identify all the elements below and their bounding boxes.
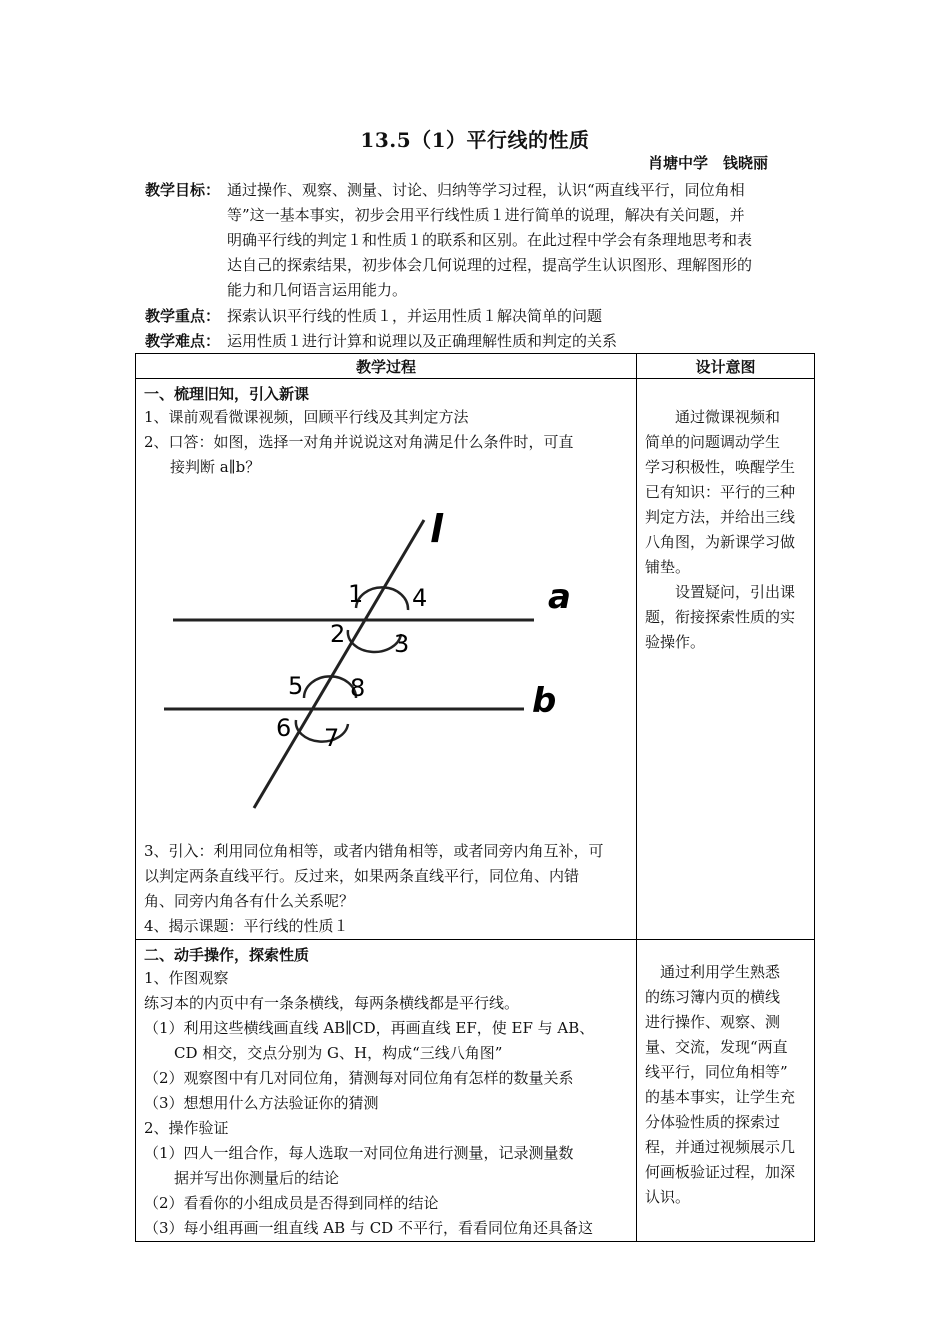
list-item: CD 相交，交点分别为 G、H，构成“三线八角图” bbox=[174, 1044, 503, 1062]
angle-label-1: 1 bbox=[348, 580, 364, 608]
list-item: （1）利用这些横线画直线 AB∥CD，再画直线 EF，使 EF 与 AB、 bbox=[144, 1019, 595, 1037]
intent-line: 学习积极性，唤醒学生 bbox=[645, 458, 796, 476]
list-item: （2）看看你的小组成员是否得到同样的结论 bbox=[144, 1194, 439, 1212]
section1-title: 一、梳理旧知，引入新课 bbox=[144, 385, 310, 403]
intent-line: 何画板验证过程，加深 bbox=[645, 1163, 796, 1181]
intent-line: 程，并通过视频展示几 bbox=[645, 1138, 796, 1156]
section2-process bbox=[136, 940, 637, 1242]
list-item: 以判定两条直线平行。反过来，如果两条直线平行，同位角、内错 bbox=[144, 867, 580, 885]
difficulty-text: 运用性质１进行计算和说理以及正确理解性质和判定的关系 bbox=[227, 332, 618, 350]
intent-line: 的基本事实，让学生充 bbox=[645, 1088, 796, 1106]
list-item: 练习本的内页中有一条条横线，每两条横线都是平行线。 bbox=[144, 994, 520, 1012]
list-item: （2）观察图中有几对同位角，猜测每对同位角有怎样的数量关系 bbox=[144, 1069, 574, 1087]
intent-line: 的练习簿内页的横线 bbox=[645, 988, 781, 1006]
objective-line: 能力和几何语言运用能力。 bbox=[227, 281, 408, 299]
list-item: 1、课前观看微课视频，回顾平行线及其判定方法 bbox=[144, 408, 469, 426]
list-item: 3、引入：利用同位角相等，或者内错角相等，或者同旁内角互补，可 bbox=[144, 842, 604, 860]
angle-label-5: 5 bbox=[288, 672, 304, 700]
header-process: 教学过程 bbox=[136, 354, 637, 379]
intent-line: 已有知识：平行的三种 bbox=[645, 483, 796, 501]
intent-line: 分体验性质的探索过 bbox=[645, 1113, 781, 1131]
list-item: 4、揭示课题：平行线的性质１ bbox=[144, 917, 349, 935]
teaching-objective bbox=[145, 178, 815, 308]
lesson-table bbox=[135, 353, 815, 1242]
intent-line: 简单的问题调动学生 bbox=[645, 433, 781, 451]
list-item: 角、同旁内角各有什么关系呢？ bbox=[144, 892, 355, 910]
intent-line: 铺垫。 bbox=[645, 558, 691, 576]
intent-line: 题，衔接探索性质的实 bbox=[645, 608, 796, 626]
teaching-keypoint bbox=[145, 304, 815, 329]
line-b-label: b bbox=[532, 681, 557, 721]
list-item: （1）四人一组合作，每人选取一对同位角进行测量，记录测量数 bbox=[144, 1144, 574, 1162]
intent-line: 设置疑问，引出课 bbox=[645, 583, 796, 601]
intent-line: 进行操作、观察、测 bbox=[645, 1013, 781, 1031]
intent-line: 判定方法，并给出三线 bbox=[645, 508, 796, 526]
section2-intent bbox=[637, 940, 815, 1242]
section2-title: 二、动手操作，探索性质 bbox=[144, 946, 310, 964]
angle-label-2: 2 bbox=[330, 620, 346, 648]
list-item: 2、操作验证 bbox=[144, 1119, 229, 1137]
objective-line: 等”这一基本事实，初步会用平行线性质１进行简单的说理，解决有关问题，并 bbox=[227, 206, 745, 224]
keypoint-text: 探索认识平行线的性质１，并运用性质１解决简单的问题 bbox=[227, 307, 603, 325]
objective-line: 通过操作、观察、测量、讨论、归纳等学习过程，认识“两直线平行，同位角相 bbox=[227, 181, 745, 199]
angle-label-4: 4 bbox=[412, 584, 428, 612]
intent-line: 通过微课视频和 bbox=[645, 408, 781, 426]
angle-label-8: 8 bbox=[350, 674, 366, 702]
intent-line: 量、交流，发现“两直 bbox=[645, 1038, 788, 1056]
angle-label-7: 7 bbox=[324, 724, 340, 752]
line-l-label: l bbox=[430, 507, 444, 551]
section1-intent bbox=[637, 379, 815, 940]
list-item: 据并写出你测量后的结论 bbox=[174, 1169, 340, 1187]
intent-line: 线平行，同位角相等” bbox=[645, 1063, 788, 1081]
intent-line: 认识。 bbox=[645, 1188, 691, 1206]
line-a-label: a bbox=[548, 577, 571, 617]
intent-line: 八角图，为新课学习做 bbox=[645, 533, 796, 551]
objective-label: 教学目标： bbox=[145, 181, 221, 199]
list-item: （3）每小组再画一组直线 AB 与 CD 不平行，看看同位角还具备这 bbox=[144, 1219, 593, 1237]
angle-label-6: 6 bbox=[276, 714, 292, 742]
header-intent: 设计意图 bbox=[637, 354, 815, 379]
objective-line: 达自己的探索结果，初步体会几何说理的过程，提高学生认识图形、理解图形的 bbox=[227, 256, 753, 274]
three-lines-eight-angles-figure bbox=[136, 480, 636, 835]
list-item: 1、作图观察 bbox=[144, 969, 229, 987]
objective-line: 明确平行线的判定１和性质１的联系和区别。在此过程中学会有条理地思考和表 bbox=[227, 231, 753, 249]
list-item: 2、口答：如图，选择一对角并说说这对角满足什么条件时，可直 bbox=[144, 433, 574, 451]
list-item: 接判断 a∥b？ bbox=[170, 458, 261, 476]
difficulty-label: 教学难点： bbox=[145, 332, 221, 350]
page-title: 13.5（1）平行线的性质 bbox=[360, 128, 590, 152]
angle-label-3: 3 bbox=[394, 630, 410, 658]
keypoint-label: 教学重点： bbox=[145, 307, 221, 325]
intent-line: 验操作。 bbox=[645, 633, 706, 651]
author: 肖塘中学 钱晓丽 bbox=[648, 154, 769, 172]
section1-process bbox=[136, 379, 637, 940]
line-l bbox=[254, 520, 424, 808]
teaching-difficulty bbox=[145, 329, 815, 354]
intent-line: 通过利用学生熟悉 bbox=[645, 963, 781, 981]
list-item: （3）想想用什么方法验证你的猜测 bbox=[144, 1094, 379, 1112]
